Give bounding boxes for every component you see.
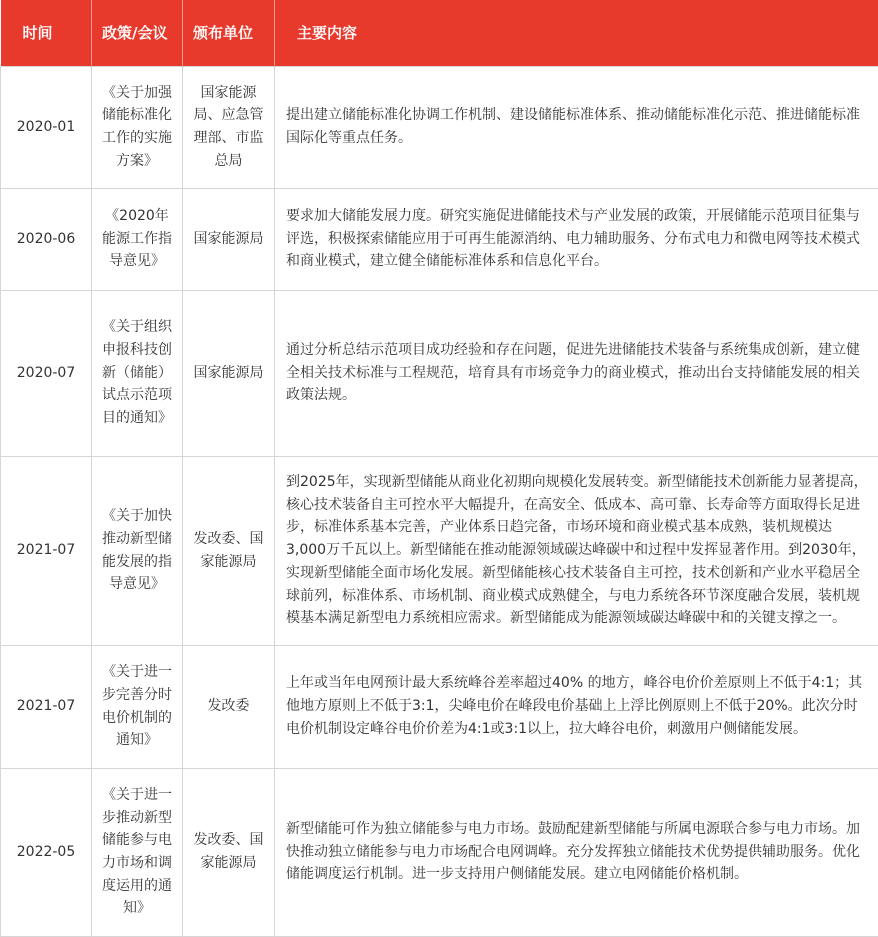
row-policy-name: 《关于进一步推动新型储能参与电力市场和调度运用的通知》: [92, 768, 183, 936]
row-issuer: 发改委: [183, 645, 275, 768]
row-issuer: 国家能源局: [183, 188, 275, 290]
row-issuer: 发改委、国家能源局: [183, 456, 275, 645]
row-content: 上年或当年电网预计最大系统峰谷差率超过40% 的地方，峰谷电价价差原则上不低于4:1；其他地方原则上不低于3:1，尖峰电价在峰段电价基础上上浮比例原则上不低于20%。此次分时电价机制设定峰谷电价价差为4:1或3:1以上，拉大峰谷电价，刺激用户侧储能发展。: [275, 645, 878, 768]
row-policy-name: 《关于组织申报科技创新（储能）试点示范项目的通知》: [92, 290, 183, 456]
header-date: 时间: [1, 0, 92, 66]
row-content: 新型储能可作为独立储能参与电力市场。鼓励配建新型储能与所属电源联合参与电力市场。加快推动独立储能参与电力市场配合电网调峰。充分发挥独立储能技术优势提供辅助服务。优化储能调度运行机制。进一步支持用户侧储能发展。建立电网储能价格机制。: [275, 768, 878, 936]
header-content: 主要内容: [275, 0, 878, 66]
row-policy-name: 《关于进一步完善分时电价机制的通知》: [92, 645, 183, 768]
table-row: [1, 645, 878, 768]
header-issuer: 颁布单位: [183, 0, 275, 66]
table-header: [1, 0, 878, 66]
row-policy-name: 《2020年能源工作指导意见》: [92, 188, 183, 290]
row-date: 2022-05: [1, 768, 92, 936]
row-content: 到2025年，实现新型储能从商业化初期向规模化发展转变。新型储能技术创新能力显著提高，核心技术装备自主可控水平大幅提升，在高安全、低成本、高可靠、长寿命等方面取得长足进步，标准体系基本完善，产业体系日趋完备，市场环境和商业模式基本成熟，装机规模达3,000万千瓦以上。新型储能在推动能源领域碳达峰碳中和过程中发挥显著作用。到2030年，实现新型储能全面市场化发展。新型储能核心技术装备自主可控，技术创新和产业水平稳居全球前列，标准体系、市场机制、商业模式成熟健全，与电力系统各环节深度融合发展，装机规模基本满足新型电力系统相应需求。新型储能成为能源领域碳达峰碳中和的关键支撑之一。: [275, 456, 878, 645]
row-policy-name: 《关于加强储能标准化工作的实施方案》: [92, 66, 183, 188]
table-row: [1, 188, 878, 290]
row-date: 2020-07: [1, 290, 92, 456]
row-issuer: 国家能源局: [183, 290, 275, 456]
row-date: 2021-07: [1, 456, 92, 645]
row-content: 通过分析总结示范项目成功经验和存在问题，促进先进储能技术装备与系统集成创新，建立健全相关技术标准与工程规范，培育具有市场竞争力的商业模式，推动出台支持储能发展的相关政策法规。: [275, 290, 878, 456]
row-content: 提出建立储能标准化协调工作机制、建设储能标准体系、推动储能标准化示范、推进储能标准国际化等重点任务。: [275, 66, 878, 188]
row-date: 2020-06: [1, 188, 92, 290]
row-date: 2020-01: [1, 66, 92, 188]
row-policy-name: 《关于加快推动新型储能发展的指导意见》: [92, 456, 183, 645]
table-row: [1, 456, 878, 645]
header-policy: 政策/会议: [92, 0, 183, 66]
table-row: [1, 768, 878, 936]
row-issuer: 发改委、国家能源局: [183, 768, 275, 936]
row-date: 2021-07: [1, 645, 92, 768]
row-content: 要求加大储能发展力度。研究实施促进储能技术与产业发展的政策，开展储能示范项目征集与评选，积极探索储能应用于可再生能源消纳、电力辅助服务、分布式电力和微电网等技术模式和商业模式，建立健全储能标准体系和信息化平台。: [275, 188, 878, 290]
table-row: [1, 290, 878, 456]
row-issuer: 国家能源局、应急管理部、市监总局: [183, 66, 275, 188]
table-row: [1, 66, 878, 188]
